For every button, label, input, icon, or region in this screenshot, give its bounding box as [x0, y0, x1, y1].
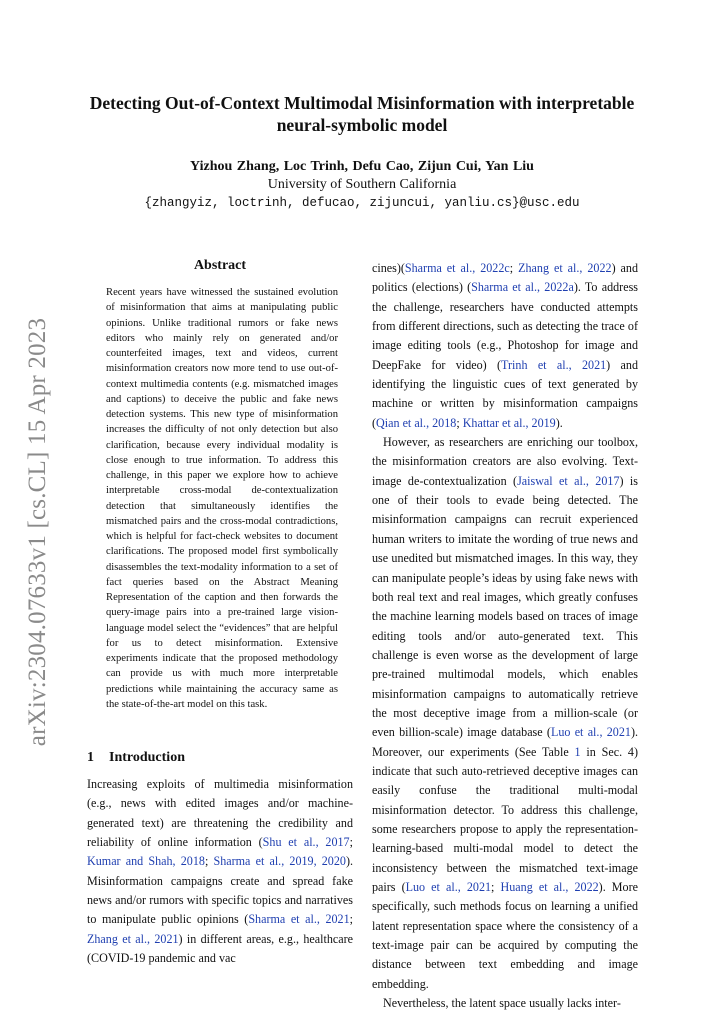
citation-link[interactable]: Zhang et al., 2022 [518, 261, 612, 275]
text-run: ) in different areas, e.g., healthcare (COVID-19 pandemic and vac [87, 931, 354, 966]
author-list: Yizhou Zhang, Loc Trinh, Defu Cao, Zijun Cui, Yan Liu [190, 159, 534, 174]
text-run: ; [349, 912, 354, 927]
arxiv-identifier-stamp [23, 318, 53, 746]
citation-link[interactable]: Jaiswal et al., 2017 [517, 473, 620, 488]
text-run: ; [204, 854, 214, 869]
text-run: ) and identifying the linguistic cues of text generated by machine or written by misinformation campaigns ( [372, 357, 638, 430]
intro-paragraph-1-continued [372, 259, 638, 433]
text-run: ). Moreover, our experiments (See Table [372, 725, 638, 759]
citation-link[interactable]: Qian et al., 2018 [376, 415, 457, 430]
citation-link[interactable]: Sharma et al., 2021 [248, 912, 350, 927]
text-run: ) is one of their tools to evade being detected. The misinformation campaigns can recruit experienced human writers to imitate the wording of true news and use unedited but mismatched images. In this way, they can manipulate people’s ideas by using fake news with both real text and real images, which greatly confuses the machine learning models based on traces of image editing tools and/or auto-generated text. This challenge is even worse as the development of large pre-trained multimodal models, which enables misinformation campaigns to automatically retrieve the most deceptive image from a million-scale (or even billion-scale) image database ( [372, 473, 638, 740]
arxiv-id-text: arXiv:2304.07633v1 [cs.CL] 15 Apr 2023 [24, 317, 52, 747]
text-run: However, as researchers are enriching our toolbox, the misinformation creators are also evolving. Text-image de-contextualization ( [372, 435, 638, 488]
right-column [372, 259, 638, 1013]
text-run: ). [555, 415, 563, 430]
citation-link[interactable]: Khattar et al., 2019 [462, 415, 556, 430]
section-heading-introduction [87, 750, 357, 766]
intro-paragraph-3 [372, 994, 638, 1013]
table-reference-link[interactable]: 1 [574, 744, 581, 759]
citation-link[interactable]: Trinh et al., 2021 [501, 357, 607, 372]
text-run: ; [349, 835, 353, 850]
citation-link[interactable]: Sharma et al., 2019, 2020 [213, 854, 346, 869]
author-affiliation: University of Southern California [267, 177, 457, 192]
author-emails: {zhangyiz, loctrinh, defucao, zijuncui, yanliu.cs}@usc.edu [144, 196, 580, 210]
abstract-heading: Abstract [193, 258, 247, 273]
citation-link[interactable]: Luo et al., 2021 [550, 725, 631, 740]
citation-link[interactable]: Kumar and Shah, 2018 [87, 854, 205, 869]
text-run: cines)( [372, 261, 405, 275]
text-run: ). More specifically, such methods focus on learning a unified latent representation space where the consistency of a text-image pair can be acquired by computing the distance between text embedding and image embedding. [372, 880, 638, 991]
citation-link[interactable]: Sharma et al., 2022c [404, 261, 510, 275]
text-run: ; [509, 261, 519, 275]
citation-link[interactable]: Shu et al., 2017 [262, 835, 350, 850]
text-run: ). Misinformation campaigns create and spread fake news and/or rumors with specific topics and narratives to manipulate public opinions ( [87, 854, 354, 927]
intro-paragraph-1 [87, 775, 353, 968]
text-run: ; [456, 415, 463, 430]
citation-link[interactable]: Zhang et al., 2021 [87, 931, 179, 946]
citation-link[interactable]: Sharma et al., 2022a [471, 280, 574, 295]
paper-title: Detecting Out-of-Context Multimodal Misinformation with interpretable neural-symbolic model [89, 93, 635, 135]
text-run: ). To address the challenge, researchers have conducted attempts from different directions, such as detecting the trace of image editing tools (e.g., Photoshop for image and DeepFake for video) ( [372, 280, 638, 372]
text-run: ) and politics (elections) ( [372, 261, 639, 295]
text-run: ; [491, 880, 501, 894]
abstract-body: Recent years have witnessed the sustained evolution of misinformation that aims at manipulating public opinions. Unlike traditional rumors or fake news editors who mainly rely on generated and/or counterfeited images, text and videos, current misinformation creators now more tend to use out-of-context multimedia contents (e.g. mismatched images and captions) to deceive the public and fake news detection systems. This new type of misinformation increases the difficulty of not only detection but also clarification, because every individual modality is close enough to true information. To address this challenge, in this paper we explore how to achieve interpretable cross-modal de-contextualization detection that simultaneously identifies the mismatched pairs and the cross-modal contradictions, which is helpful for fact-check websites to document clarifications. The proposed model first symbolically disassembles the text-modality information to a set of fact queries based on the Abstract Meaning Representation of the caption and then forwards the query-image pairs into a pre-trained large vision-language model select the “evidences” that are helpful for us to detect misinformation. Extensive experiments indicate that the proposed methodology can provide us with much more interpretable predictions while maintaining the accuracy same as the state-of-the-art model on this task. [106, 287, 338, 710]
text-run: in Sec. 4) indicate that such auto-retrieved deceptive images can easily confuse the traditional multi-modal misinformation detector. To address this challenge, some researchers propose to apply the representation-learning-based multi-modal model to detect the inconsistency between the mismatched text-image pairs ( [372, 744, 638, 894]
text-run: Increasing exploits of multimedia misinformation (e.g., news with edited images and/or machine-generated text) are threatening the credibility and reliability of online information ( [87, 777, 353, 850]
text-run: Nevertheless, the latent space usually lacks inter- [383, 996, 621, 1011]
section-number: 1 [87, 750, 94, 765]
citation-link[interactable]: Huang et al., 2022 [500, 880, 599, 894]
intro-paragraph-2 [372, 433, 638, 994]
citation-link[interactable]: Luo et al., 2021 [405, 880, 492, 894]
section-title: Introduction [109, 750, 185, 765]
